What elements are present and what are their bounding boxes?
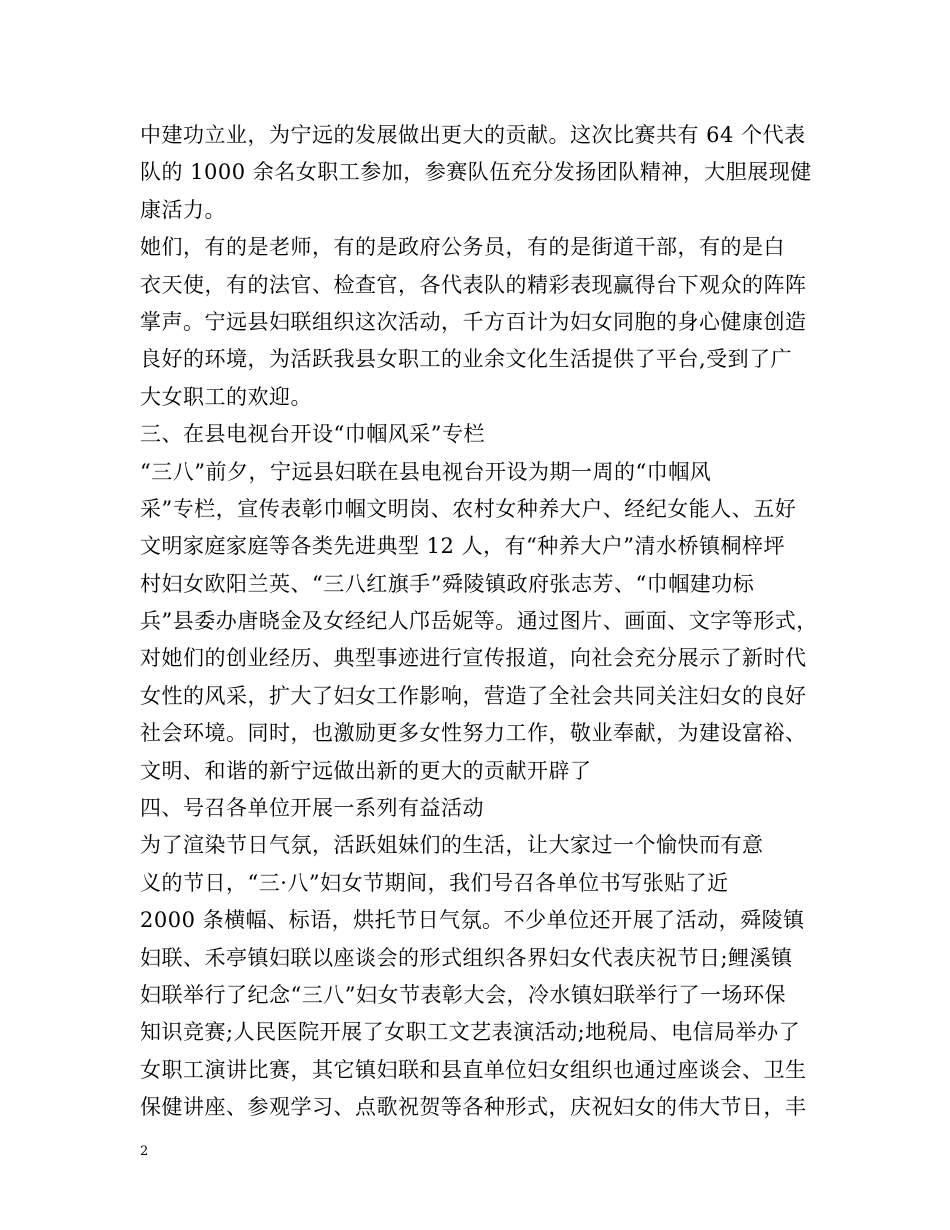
text-line: 兵”县委办唐晓金及女经纪人邝岳妮等。通过图片、画面、文字等形式， — [140, 609, 818, 634]
text-line: 采”专栏，宣传表彰巾帼文明岗、农村女种养大户、经纪女能人、五好 — [140, 496, 797, 521]
text-line: 村妇女欧阳兰英、“三八红旗手”舜陵镇政府张志芳、“巾帼建功标 — [140, 571, 755, 596]
text-line: 保健讲座、参观学习、点歌祝贺等各种形式，庆祝妇女的伟大节日，丰 — [140, 1095, 807, 1120]
text-line: 她们，有的是老师，有的是政府公务员，有的是街道干部，有的是白 — [140, 235, 785, 260]
text-line: 女性的风采，扩大了妇女工作影响，营造了全社会共同关注妇女的良好 — [140, 683, 807, 708]
text-line: 2000 条横幅、标语，烘托节日气氛。不少单位还开展了活动，舜陵镇 — [140, 908, 805, 933]
text-line: “三八”前夕，宁远县妇联在县电视台开设为期一周的“巾帼风 — [140, 459, 712, 484]
text-line: 文明、和谐的新宁远做出新的更大的贡献开辟了 — [140, 758, 592, 783]
text-line: 衣天使，有的法官、检查官，各代表队的精彩表现赢得台下观众的阵阵 — [140, 272, 807, 297]
text-line: 良好的环境，为活跃我县女职工的业余文化生活提供了平台,受到了广 — [140, 347, 793, 372]
text-line: 知识竞赛;人民医院开展了女职工文艺表演活动;地税局、电信局举办了 — [140, 1020, 801, 1045]
text-line: 义的节日，“三·八”妇女节期间，我们号召各单位书写张贴了近 — [140, 870, 729, 895]
text-line: 妇联、禾亭镇妇联以座谈会的形式组织各界妇女代表庆祝节日;鲤溪镇 — [140, 945, 793, 970]
text-line: 女职工演讲比赛，其它镇妇联和县直单位妇女组织也通过座谈会、卫生 — [140, 1057, 807, 1082]
section-heading: 四、号召各单位开展一系列有益活动 — [140, 796, 484, 821]
document-body — [140, 117, 830, 1127]
text-line: 对她们的创业经历、典型事迹进行宣传报道，向社会充分展示了新时代 — [140, 646, 807, 671]
text-line: 中建功立业，为宁远的发展做出更大的贡献。这次比赛共有 64 个代表 — [140, 123, 806, 147]
text-line: 掌声。宁远县妇联组织这次活动，千方百计为妇女同胞的身心健康创造 — [140, 309, 807, 334]
page-number: 2 — [140, 1144, 149, 1159]
text-line: 妇联举行了纪念“三八”妇女节表彰大会，冷水镇妇联举行了一场环保 — [140, 982, 786, 1007]
text-line: 大女职工的欢迎。 — [140, 384, 312, 409]
text-line: 为了渲染节日气氛，活跃姐妹们的生活，让大家过一个愉快而有意 — [140, 833, 764, 858]
section-heading: 三、在县电视台开设“巾帼风采”专栏 — [140, 422, 485, 447]
text-line: 文明家庭家庭等各类先进典型 12 人，有“种养大户”清水桥镇桐梓坪 — [140, 534, 786, 559]
text-line: 康活力。 — [140, 197, 226, 222]
text-line: 社会环境。同时，也激励更多女性努力工作，敬业奉献，为建设富裕、 — [140, 721, 807, 746]
text-line: 队的 1000 余名女职工参加，参赛队伍充分发扬团队精神，大胆展现健 — [140, 160, 812, 185]
